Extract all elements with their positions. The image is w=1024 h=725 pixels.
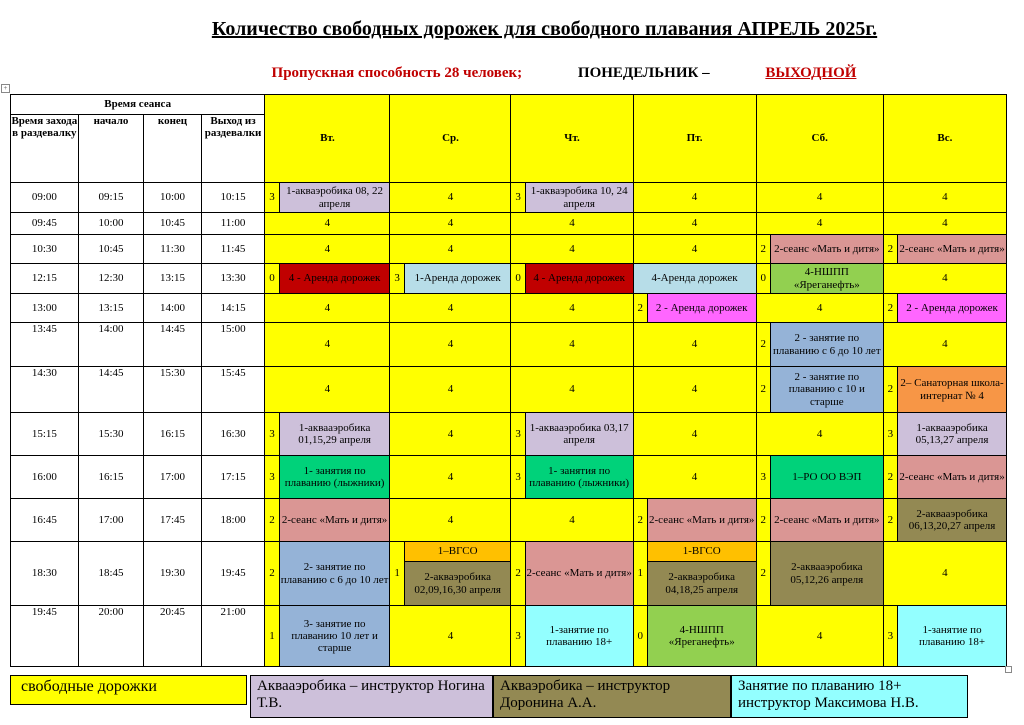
lane-count: 4 xyxy=(265,235,390,264)
time-end: 13:15 xyxy=(144,264,201,294)
booking-cell: 1–РО ОО ВЭП xyxy=(770,456,883,499)
lane-count: 0 xyxy=(265,264,279,294)
lane-count: 3 xyxy=(511,183,525,213)
time-enter: 18:30 xyxy=(11,542,79,606)
time-exit: 15:45 xyxy=(201,367,265,413)
capacity-text: Пропускная способность 28 человек; xyxy=(271,65,523,81)
booking-cell: 2– Санаторная школа-интернат № 4 xyxy=(898,367,1007,413)
lane-count: 4 xyxy=(390,456,511,499)
lane-count: 4 xyxy=(390,413,511,456)
lane-count: 4 xyxy=(883,542,1006,606)
booking-cell: 1–ВГСО xyxy=(404,542,511,562)
time-end: 11:30 xyxy=(144,235,201,264)
lane-count: 4 xyxy=(633,235,756,264)
lane-count: 2 xyxy=(883,456,897,499)
lane-count: 4 xyxy=(756,183,883,213)
time-enter: 13:00 xyxy=(11,294,79,323)
time-start: 15:30 xyxy=(78,413,144,456)
lane-count: 4 xyxy=(633,456,756,499)
time-exit: 16:30 xyxy=(201,413,265,456)
time-exit: 11:45 xyxy=(201,235,265,264)
lane-count: 4 xyxy=(633,413,756,456)
time-enter: 09:00 xyxy=(11,183,79,213)
booking-cell: 2-сеанс «Мать и дитя» xyxy=(647,499,756,542)
lane-count: 4 xyxy=(265,213,390,235)
lane-count: 4 xyxy=(633,213,756,235)
lane-count: 2 xyxy=(265,499,279,542)
booking-cell: 2-сеанс «Мать и дитя» xyxy=(898,235,1007,264)
time-end: 14:00 xyxy=(144,294,201,323)
lane-count: 4 xyxy=(883,264,1006,294)
booking-cell: 1-ВГСО xyxy=(647,542,756,562)
lane-count: 4 xyxy=(511,323,633,367)
booking-cell: 2-акваэробика 04,18,25 апреля xyxy=(647,562,756,606)
lane-count: 4 xyxy=(756,294,883,323)
lane-count: 4 xyxy=(390,367,511,413)
lane-count: 2 xyxy=(633,499,647,542)
time-exit: 13:30 xyxy=(201,264,265,294)
booking-cell: 4-НШПП «Яреганефть» xyxy=(647,606,756,667)
time-end: 15:30 xyxy=(144,367,201,413)
table-row xyxy=(11,499,1007,542)
time-exit: 14:15 xyxy=(201,294,265,323)
lane-count: 3 xyxy=(511,413,525,456)
time-exit: 11:00 xyxy=(201,213,265,235)
booking-cell: 1-Аренда дорожек xyxy=(404,264,511,294)
booking-cell: 2-сеанс «Мать и дитя» xyxy=(279,499,390,542)
booking-cell: 2- занятие по плаванию с 6 до 10 лет xyxy=(279,542,390,606)
lane-count: 2 xyxy=(883,367,897,413)
lane-count: 4 xyxy=(756,606,883,667)
legend-nogina: Аквааэробика – инструктор Ногина Т.В. xyxy=(250,675,493,718)
page-title-text: Количество свободных дорожек для свободного плавания АПРЕЛЬ 2025г. xyxy=(211,18,878,40)
lane-count: 1 xyxy=(265,606,279,667)
lane-count: 4 xyxy=(390,323,511,367)
time-end: 10:00 xyxy=(144,183,201,213)
day-header-fri: Пт. xyxy=(633,95,756,183)
lane-count: 4 xyxy=(756,213,883,235)
booking-cell: 2-сеанс «Мать и дитя» xyxy=(770,235,883,264)
time-start: 09:15 xyxy=(78,183,144,213)
time-start: 10:45 xyxy=(78,235,144,264)
time-enter: 19:45 xyxy=(11,606,79,667)
time-start: 18:45 xyxy=(78,542,144,606)
table-row xyxy=(11,542,1007,562)
time-enter: 10:30 xyxy=(11,235,79,264)
monday-text: ПОНЕДЕЛЬНИК – xyxy=(577,65,710,81)
time-end: 14:45 xyxy=(144,323,201,367)
lane-count: 4 xyxy=(756,413,883,456)
table-row xyxy=(11,294,1007,323)
lane-count: 4 xyxy=(511,367,633,413)
resize-handle-icon[interactable] xyxy=(1005,666,1012,673)
lane-count: 4 xyxy=(511,499,633,542)
lane-count: 3 xyxy=(511,456,525,499)
time-exit: 10:15 xyxy=(201,183,265,213)
time-start: 14:00 xyxy=(78,323,144,367)
booking-cell: 2-сеанс «Мать и дитя» xyxy=(898,456,1007,499)
lane-count: 4 xyxy=(883,213,1006,235)
lane-count: 2 xyxy=(511,542,525,606)
lane-count: 2 xyxy=(756,367,770,413)
booking-cell: 1-занятие по плаванию 18+ xyxy=(525,606,633,667)
lane-count: 4 xyxy=(390,213,511,235)
col-header-end: конец xyxy=(144,115,201,183)
lane-count: 2 xyxy=(883,294,897,323)
time-exit: 19:45 xyxy=(201,542,265,606)
time-start: 16:15 xyxy=(78,456,144,499)
lane-count: 4 xyxy=(633,323,756,367)
time-enter: 12:15 xyxy=(11,264,79,294)
lane-count: 3 xyxy=(883,606,897,667)
time-exit: 15:00 xyxy=(201,323,265,367)
booking-cell: 2-аквааэробика 05,12,26 апреля xyxy=(770,542,883,606)
lane-count: 4 xyxy=(390,499,511,542)
lane-count: 0 xyxy=(511,264,525,294)
time-enter: 13:45 xyxy=(11,323,79,367)
page-subtitle xyxy=(0,65,1024,82)
lane-count: 4 xyxy=(390,294,511,323)
time-exit: 21:00 xyxy=(201,606,265,667)
lane-count: 4 xyxy=(390,606,511,667)
table-row xyxy=(11,235,1007,264)
table-row xyxy=(11,606,1007,667)
table-row xyxy=(11,264,1007,294)
time-enter: 15:15 xyxy=(11,413,79,456)
time-start: 10:00 xyxy=(78,213,144,235)
day-header-sun: Вс. xyxy=(883,95,1006,183)
booking-cell: 2-сеанс «Мать и дитя» xyxy=(770,499,883,542)
lane-count: 2 xyxy=(883,499,897,542)
time-enter: 16:00 xyxy=(11,456,79,499)
table-row xyxy=(11,413,1007,456)
lane-count: 2 xyxy=(756,542,770,606)
lane-count: 4 xyxy=(511,235,633,264)
day-header-tue: Вт. xyxy=(265,95,390,183)
col-header-start: начало xyxy=(78,115,144,183)
booking-cell: 1- занятия по плаванию (лыжники) xyxy=(525,456,633,499)
booking-cell: 2 - занятие по плаванию с 6 до 10 лет xyxy=(770,323,883,367)
session-time-header: Время сеанса xyxy=(11,95,265,115)
lane-count: 4 xyxy=(390,183,511,213)
booking-cell: 1-акваэробика 08, 22 апреля xyxy=(279,183,390,213)
time-start: 12:30 xyxy=(78,264,144,294)
schedule-table xyxy=(10,94,1007,667)
booking-cell: 1-акваэробика 10, 24 апреля xyxy=(525,183,633,213)
booking-cell: 1-занятие по плаванию 18+ xyxy=(898,606,1007,667)
time-exit: 17:15 xyxy=(201,456,265,499)
lane-count: 4 xyxy=(265,367,390,413)
booking-cell: 2 - занятие по плаванию с 10 и старше xyxy=(770,367,883,413)
table-row xyxy=(11,323,1007,367)
lane-count: 4 xyxy=(883,323,1006,367)
table-anchor-icon[interactable]: + xyxy=(1,84,10,93)
booking-cell: 4 - Аренда дорожек xyxy=(279,264,390,294)
time-end: 19:30 xyxy=(144,542,201,606)
table-row xyxy=(11,213,1007,235)
booking-cell: 2 - Аренда дорожек xyxy=(898,294,1007,323)
booking-cell: 2-акваэробика 02,09,16,30 апреля xyxy=(404,562,511,606)
table-row xyxy=(11,367,1007,413)
booking-cell: 4 - Аренда дорожек xyxy=(525,264,633,294)
lane-count: 1 xyxy=(390,542,404,606)
day-header-wed: Ср. xyxy=(390,95,511,183)
lane-count: 2 xyxy=(633,294,647,323)
time-start: 17:00 xyxy=(78,499,144,542)
lane-count: 2 xyxy=(756,323,770,367)
lane-count: 4 xyxy=(883,183,1006,213)
table-row xyxy=(11,183,1007,213)
booking-cell: 1-аквааэробика 01,15,29 апреля xyxy=(279,413,390,456)
day-off-text: ВЫХОДНОЙ xyxy=(765,65,857,81)
time-end: 17:45 xyxy=(144,499,201,542)
time-end: 20:45 xyxy=(144,606,201,667)
time-exit: 18:00 xyxy=(201,499,265,542)
time-end: 10:45 xyxy=(144,213,201,235)
time-start: 13:15 xyxy=(78,294,144,323)
lane-count: 1 xyxy=(633,542,647,606)
time-end: 16:15 xyxy=(144,413,201,456)
lane-count: 2 xyxy=(756,499,770,542)
lane-count: 3 xyxy=(265,456,279,499)
page-title xyxy=(0,18,1024,41)
lane-count: 3 xyxy=(756,456,770,499)
booking-cell: 3- занятие по плаванию 10 лет и старше xyxy=(279,606,390,667)
day-header-thu: Чт. xyxy=(511,95,633,183)
booking-cell: 1-аквааэробика 03,17 апреля xyxy=(525,413,633,456)
lane-count: 4 xyxy=(390,235,511,264)
lane-count: 4 xyxy=(633,367,756,413)
legend-maksimova: Занятие по плаванию 18+ инструктор Максимова Н.В. xyxy=(731,675,968,718)
lane-count: 4 xyxy=(265,323,390,367)
lane-count: 3 xyxy=(265,183,279,213)
time-start: 20:00 xyxy=(78,606,144,667)
col-header-enter: Время захода в раздевалку xyxy=(11,115,79,183)
booking-cell: 2-аквааэробика 06,13,20,27 апреля xyxy=(898,499,1007,542)
lane-count: 4 xyxy=(511,213,633,235)
legend-free: свободные дорожки xyxy=(10,675,247,705)
lane-count: 2 xyxy=(756,235,770,264)
booking-cell: 1- занятия по плаванию (лыжники) xyxy=(279,456,390,499)
lane-count: 2 xyxy=(265,542,279,606)
time-enter: 16:45 xyxy=(11,499,79,542)
time-end: 17:00 xyxy=(144,456,201,499)
day-header-sat: Сб. xyxy=(756,95,883,183)
time-start: 14:45 xyxy=(78,367,144,413)
time-enter: 14:30 xyxy=(11,367,79,413)
lane-count: 3 xyxy=(390,264,404,294)
booking-cell: 2 - Аренда дорожек xyxy=(647,294,756,323)
lane-count: 0 xyxy=(756,264,770,294)
time-enter: 09:45 xyxy=(11,213,79,235)
table-row xyxy=(11,456,1007,499)
lane-count: 4 xyxy=(511,294,633,323)
booking-cell: 4-НШПП «Яреганефть» xyxy=(770,264,883,294)
booking-cell: 4-Аренда дорожек xyxy=(633,264,756,294)
booking-cell: 1-аквааэробика 05,13,27 апреля xyxy=(898,413,1007,456)
lane-count: 4 xyxy=(265,294,390,323)
col-header-exit: Выход из раздевалки xyxy=(201,115,265,183)
booking-cell: 2-сеанс «Мать и дитя» xyxy=(525,542,633,606)
lane-count: 2 xyxy=(883,235,897,264)
lane-count: 3 xyxy=(883,413,897,456)
lane-count: 3 xyxy=(511,606,525,667)
legend-doronina: Акваэробика – инструктор Доронина А.А. xyxy=(493,675,731,718)
lane-count: 0 xyxy=(633,606,647,667)
lane-count: 3 xyxy=(265,413,279,456)
lane-count: 4 xyxy=(633,183,756,213)
